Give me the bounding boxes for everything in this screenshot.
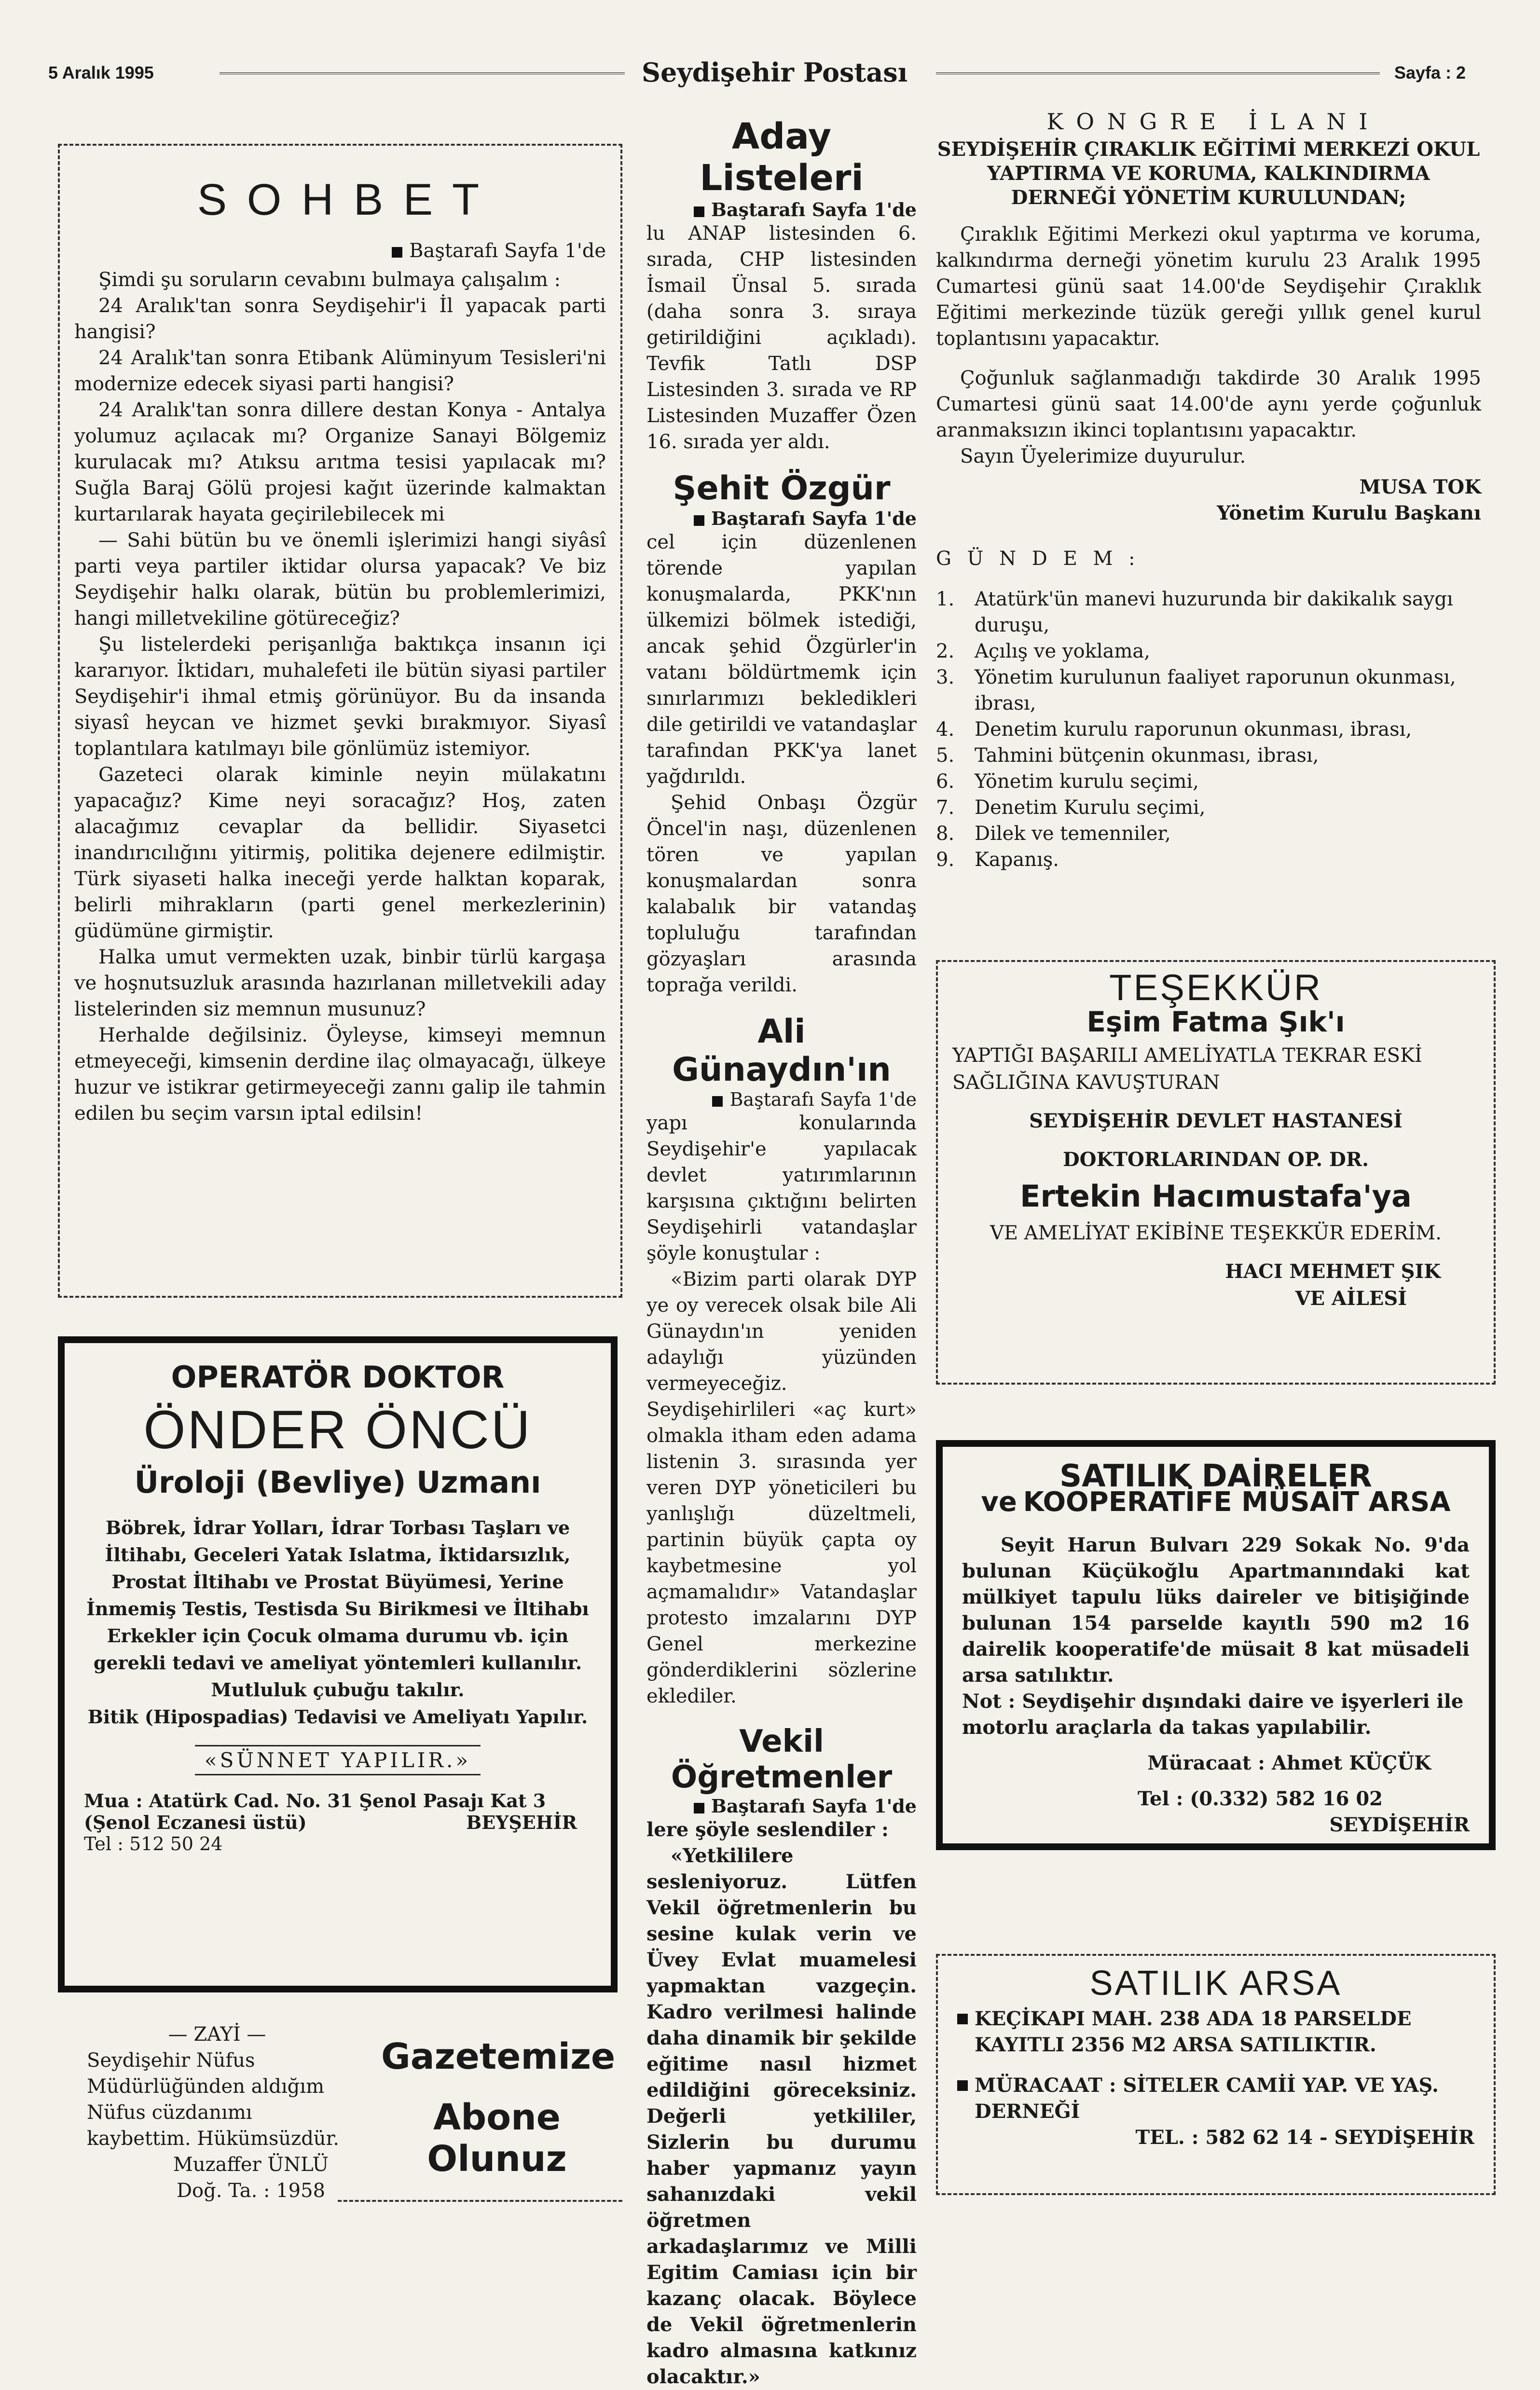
satilik-arsa-phone: TEL. : 582 62 14 - SEYDİŞEHİR — [1135, 2126, 1474, 2149]
sohbet-box — [58, 144, 622, 1298]
satilik-daire-title1: SATILIK DAİRELER — [1059, 1458, 1372, 1494]
gundem-item: 8. Dilek ve temenniler, — [936, 823, 1171, 845]
satilik-arsa-ad — [936, 1954, 1496, 2195]
sohbet-paragraph: 24 Aralık'tan sonra dillere destan Konya - Antalya yolumuz açılacak mı? Organize Sanayi Bölgemiz kurulacak mı? Atıksu arıtma tesisi yapılacak mı? Suğla Baraj Gölü projesi kağıt üzerinde kalmaktan kurtarılarak hayata geçirilebilecek mi — [74, 399, 606, 525]
sehit-paragraph: cel için düzenlenen törende yapılan konuşmalarda, PKK'nın ülkemizi bölmek istediği, ancak şehid Özgürler'in vatanı böldürtmemk için sınırlarımızı bekledikleri dile getirildi ve vatandaşlar tarafından PKK'ya lanet yağdırıldı. — [646, 531, 917, 788]
tesekkur-line: DOKTORLARINDAN OP. DR. — [1062, 1148, 1369, 1171]
ali-paragraph: yapı konularında Seydişehir'e yapılacak devlet yatırımlarının karşısına çıktığını belirten Seydişehirli vatandaşlar şöyle konuştular : — [646, 1112, 917, 1264]
zayi-title: — ZAYİ — — [168, 2023, 266, 2046]
satilik-daire-kooperatif: KOOPERATİFE MÜSAİT ARSA — [1023, 1486, 1451, 1518]
aday-body — [646, 220, 917, 455]
satilik-arsa-item: KEÇİKAPI MAH. 238 ADA 18 PARSELDE KAYITLI 2356 M2 ARSA SATILIKTIR. — [957, 2006, 1474, 2058]
kongre-signer: MUSA TOK — [1359, 476, 1481, 498]
vekil-title: Vekil Öğretmenler — [671, 1724, 893, 1795]
tesekkur-sign: VE AİLESİ — [1295, 1287, 1407, 1310]
header-rule-left — [220, 72, 625, 77]
doctor-ad-phone: Tel : 512 50 24 — [84, 1833, 223, 1854]
kongre-notice — [936, 109, 1481, 873]
doctor-ad-eczane: (Şenol Eczanesi üstü) — [84, 1812, 307, 1833]
issue-date: 5 Aralık 1995 — [48, 63, 154, 82]
zayi-notice — [87, 2021, 347, 2204]
sohbet-paragraph: Şu listelerdeki perişanlığa baktıkça insanın içi kararıyor. İktidarı, muhalefeti ile bütün siyasi partiler Seydişehir'i ihmal etmiş görünüyor. Bu da insanda siyasî heycan ve hizmet şevki bırakmıyor. Siyasî toplantılara katılmayı bile gönlümüz istemiyor. — [74, 633, 606, 760]
tesekkur-name1: Eşim Fatma Şık'ı — [1086, 1005, 1345, 1038]
satilik-daire-city: SEYDİŞEHİR — [1329, 1813, 1470, 1836]
tesekkur-line: VE AMELİYAT EKİBİNE TEŞEKKÜR EDERİM. — [990, 1222, 1442, 1244]
satilik-daire-phone: Tel : (0.332) 582 16 02 — [1137, 1787, 1383, 1810]
satilik-daire-title2 — [962, 1486, 1470, 1518]
subscribe-line2: Abone Olunuz — [427, 2097, 567, 2180]
satilik-arsa-title: SATILIK ARSA — [1089, 1964, 1342, 2003]
sohbet-paragraph: Gazeteci olarak kiminle neyin mülakatını yapacağız? Kime neyi soracağız? Hoş, zaten alacağımız cevaplar da bellidir. Siyasetci inandırıcılığını yitirmiş, politika dejenere edilmiştir. Türk siyaseti halka ineceği yerde halktan koparak, belirli mihrakların (parti genel merkezlerinin) güdümüne girmiştir. — [74, 764, 606, 942]
gundem-list — [936, 586, 1481, 873]
tesekkur-line: SEYDİŞEHİR DEVLET HASTANESİ — [1029, 1110, 1402, 1132]
kongre-signer-title: Yönetim Kurulu Başkanı — [1217, 502, 1481, 524]
doctor-ad-sunnet: «SÜNNET YAPILIR.» — [195, 1745, 481, 1775]
doctor-ad — [58, 1336, 618, 1992]
kongre-paragraph: Çoğunluk sağlanmadığı takdirde 30 Aralık 1995 Cumartesi günü saat 14.00'de aynı yerde çoğunluk aranmaksızın ikinci toplantısını yapacaktır. — [936, 367, 1481, 441]
zayi-name: Muzaffer ÜNLÜ — [173, 2154, 329, 2176]
satilik-arsa-item: MÜRACAAT : SİTELER CAMİİ YAP. VE YAŞ. DERNEĞİ — [957, 2073, 1474, 2125]
header-rule-right — [936, 72, 1380, 77]
kongre-title: K O N G R E İ L A N I — [1046, 109, 1371, 135]
sohbet-paragraph: 24 Aralık'tan sonra Etibank Alüminyum Tesisleri'ni modernize edecek siyasi parti hangisi? — [74, 347, 606, 395]
kongre-body — [936, 221, 1481, 469]
tesekkur-name2: Ertekin Hacımustafa'ya — [1020, 1179, 1412, 1214]
aday-paragraph: lu ANAP listesinden 6. sırada, CHP listesinden İsmail Ünsal 5. sırada (daha sonra 3. sıraya getirildiğini açıkladı). Tevfik Tatlı DSP Listesinden 3. sırada ve RP Listesinden Muzaffer Özen 16. sırada yer aldı. — [646, 222, 917, 453]
ali-body — [646, 1110, 917, 1709]
vekil-paragraph: «Yetkililere sesleniyoruz. Lütfen Vekil öğretmenlerin bu sesine kulak verin ve Üvey Evlat muamelesi yapmaktan vazgeçin. Kadro verilmesi halinde daha dinamik bir şekilde eğitime nasıl hizmet edildiğini göreceksiniz. Değerli yetkililer, Sizlerin bu durumu haber yapmanız yayın sahanızdaki vekil öğretmen arkadaşlarımız ve Milli Egitim Camiası için bir kazanç olacak. Böylece de Vekil öğretmenlerin kadro almasına katkınız olacaktır.» — [646, 1844, 917, 2388]
gundem-item: 5. Tahmini bütçenin okunması, ibrası, — [936, 744, 1319, 767]
ali-paragraph: «Bizim parti olarak DYP ye oy verecek olsak bile Ali Günaydın'ın yeniden adaylığı yüzünden vermeyeceğiz. Seydişehirlileri «aç kurt» olmakla itham eden adama listenin 3. sırasında yer veren DYP yöneticileri bu yanlışlığı düzeltmeli, partinin büyük çapta oy kaybetmesine yol açmamalıdır» Vatandaşlar protesto imzalarını DYP Genel merkezine gönderdiklerini sözlerine eklediler. — [646, 1268, 917, 1707]
subscribe-line1: Gazetemize — [381, 2036, 616, 2077]
sohbet-paragraph: Herhalde değilsiniz. Öyleyse, kimseyi memnun etmeyeceği, kimsenin derdine ilaç olmayacağı, ülkeye huzur ve istikrar getirmeyeceği zannı galip ile tahmin edilen bu seçim varsın iptal edilsin! — [74, 1024, 606, 1125]
vekil-body — [646, 1817, 917, 2390]
tesekkur-sign: HACI MEHMET ŞIK — [1225, 1260, 1441, 1283]
doctor-ad-line: Mutluluk çubuğu takılır. — [211, 1679, 465, 1701]
sohbet-paragraph: Halka umut vermekten uzak, binbir türlü kargaşa ve hoşnutsuzluk arasında hazırlanan milletvekili aday listelerinden siz memnun musunuz? — [74, 946, 606, 1020]
sohbet-paragraph: Şimdi şu soruların cevabını bulmaya çalışalım : — [98, 269, 561, 291]
sohbet-paragraph: 24 Aralık'tan sonra Seydişehir'i İl yapacak parti hangisi? — [74, 295, 606, 343]
ali-continued: Baştarafı Sayfa 1'de — [646, 1089, 917, 1110]
page-number: Sayfa : 2 — [1394, 63, 1466, 82]
gundem-item: 7. Denetim Kurulu seçimi, — [936, 797, 1206, 819]
sohbet-paragraph: — Sahi bütün bu ve önemli işlerimizi hangi siyâsî parti veya partiler iktidar olursa yapacak? Ve biz Seydişehir halkı olarak, bütün bu problemlerimizi, hangi milletvekiline götüreceğiz? — [74, 529, 606, 630]
gundem-item: 3. Yönetim kurulunun faaliyet raporunun okunması, ibrası, — [936, 666, 1456, 714]
zayi-dob: Doğ. Ta. : 1958 — [176, 2180, 326, 2202]
tesekkur-box — [936, 960, 1496, 1385]
gundem-title: G Ü N D E M : — [936, 548, 1140, 570]
kongre-paragraph: Çıraklık Eğitimi Merkezi okul yaptırma ve koruma, kalkındırma derneği yönetim kurulu 23 Aralık 1995 Cumartesi günü saat 14.00'de Seydişehir Çıraklık Eğitimi merkezinde tüzük gereği yıllık genel kurul toplantısını yapacaktır. — [936, 223, 1481, 350]
doctor-ad-line: Bitik (Hipospadias) Tedavisi ve Ameliyatı Yapılır. — [87, 1706, 588, 1728]
doctor-ad-name: ÖNDER ÖNCÜ — [143, 1400, 532, 1460]
aday-title: Aday Listeleri — [700, 116, 864, 199]
sehit-body — [646, 529, 917, 998]
sehit-title: Şehit Özgür — [673, 469, 891, 508]
middle-column — [646, 116, 917, 2390]
sohbet-continued: Baştarafı Sayfa 1'de — [74, 240, 606, 262]
masthead: Seydişehir Postası — [642, 57, 908, 88]
gundem-item: 1. Atatürk'ün manevi huzurunda bir dakikalık saygı duruşu, — [936, 588, 1453, 636]
doctor-ad-specialty: Üroloji (Bevliye) Uzmanı — [134, 1465, 541, 1500]
doctor-ad-address2 — [84, 1812, 591, 1833]
aday-continued: Baştarafı Sayfa 1'de — [646, 199, 917, 220]
gundem-item: 9. Kapanış. — [936, 849, 1059, 871]
doctor-ad-city: BEYŞEHİR — [466, 1812, 577, 1833]
tesekkur-line: YAPTIĞI BAŞARILI AMELİYATLA TEKRAR ESKİ SAĞLIĞINA KAVUŞTURAN — [952, 1044, 1422, 1094]
satilik-daire-ad — [936, 1440, 1496, 1850]
sohbet-body — [74, 267, 606, 1126]
satilik-daire-body: Seyit Harun Bulvarı 229 Sokak No. 9'da bulunan Küçükoğlu Apartmanındaki kat mülkiyet tapulu lüks daireler ve bitişiğinde bulunan 154 parselde kayıtlı 590 m2 16 dairelik kooperatife'de müsait 8 kat müsadeli arsa satılıktır. — [962, 1534, 1470, 1687]
sohbet-title: S O H B E T — [197, 175, 483, 224]
zayi-body: Seydişehir Nüfus Müdürlüğünden aldığım Nüfus cüzdanımı kaybettim. Hükümsüzdür. — [87, 2049, 340, 2150]
satilik-daire-contact: Müracaat : Ahmet KÜÇÜK — [1147, 1752, 1431, 1774]
ali-title: Ali Günaydın'ın — [672, 1013, 891, 1089]
promo-underline — [338, 2200, 622, 2202]
vekil-continued: Baştarafı Sayfa 1'de — [646, 1795, 917, 1817]
gundem-item: 4. Denetim kurulu raporunun okunması, ibrası, — [936, 718, 1412, 741]
kongre-paragraph: Sayın Üyelerimize duyurulur. — [960, 445, 1246, 467]
subscribe-promo — [381, 2036, 616, 2180]
satilik-daire-ve: ve — [981, 1486, 1017, 1518]
doctor-ad-title: OPERATÖR DOKTOR — [171, 1360, 505, 1395]
doctor-ad-body: Böbrek, İdrar Yolları, İdrar Torbası Taşları ve İltihabı, Geceleri Yatak Islatma, İktidarsızlık, Prostat İltihabı ve Prostat Büyümesi, Yerine İnmemiş Testis, Testisda Su Birikmesi ve İltihabı Erkekler için Çocuk olmama durumu vb. için gerekli tedavi ve ameliyat yöntemleri kullanılır. — [86, 1517, 589, 1674]
doctor-ad-address: Mua : Atatürk Cad. No. 31 Şenol Pasajı Kat 3 — [84, 1790, 546, 1812]
vekil-paragraph: lere şöyle seslendiler : — [646, 1818, 889, 1841]
satilik-daire-note: Not : Seydişehir dışındaki daire ve işyerleri ile motorlu araçlarla da takas yapılabilir. — [962, 1690, 1464, 1739]
kongre-org: SEYDİŞEHİR ÇIRAKLIK EĞİTİMİ MERKEZİ OKUL YAPTIRMA VE KORUMA, KALKINDIRMA DERNEĞİ YÖNETİM KURULUNDAN; — [937, 138, 1480, 209]
gundem-item: 2. Açılış ve yoklama, — [936, 640, 1150, 662]
tesekkur-title: TEŞEKKÜR — [1109, 967, 1322, 1008]
sehit-continued: Baştarafı Sayfa 1'de — [646, 508, 917, 529]
sehit-paragraph: Şehid Onbaşı Özgür Öncel'in naşı, düzenlenen tören ve yapılan konuşmalardan sonra kalabalık bir vatandaş topluluğu tarafından gözyaşları arasında toprağa verildi. — [646, 792, 917, 996]
gundem-item: 6. Yönetim kurulu seçimi, — [936, 770, 1199, 793]
